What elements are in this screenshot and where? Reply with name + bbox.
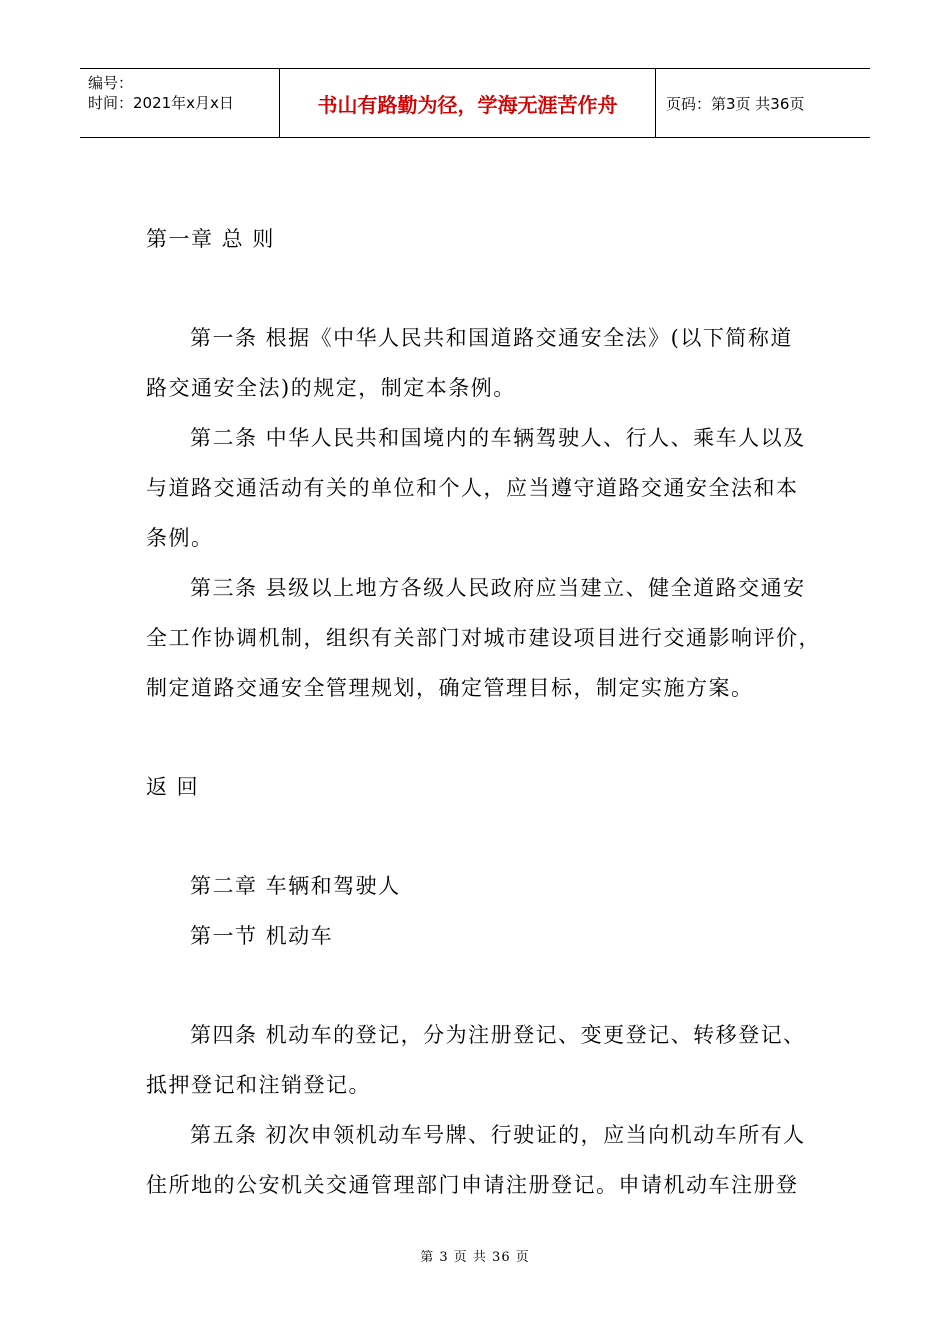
page-header: [80, 68, 870, 138]
header-motto: 书山有路勤为径，学海无涯苦作舟: [280, 69, 656, 137]
article4-line1: 第四条 机动车的登记，分为注册登记、变更登记、转移登记、: [190, 1023, 806, 1047]
header-page-info: 页码：第3页 共36页: [666, 94, 805, 113]
article3-line1: 第三条 县级以上地方各级人民政府应当建立、健全道路交通安: [190, 576, 806, 600]
chapter1-title: 第一章 总 则: [146, 227, 275, 251]
section1-title: 第一节 机动车: [190, 924, 334, 948]
back-link[interactable]: 返 回: [146, 775, 200, 799]
article4-line2: 抵押登记和注销登记。: [146, 1073, 371, 1097]
article5-line2: 住所地的公安机关交通管理部门申请注册登记。申请机动车注册登: [146, 1173, 799, 1197]
article2-line3: 条例。: [146, 526, 214, 550]
article2-line2: 与道路交通活动有关的单位和个人，应当遵守道路交通安全法和本: [146, 476, 799, 500]
article3-line2: 全工作协调机制，组织有关部门对城市建设项目进行交通影响评价，: [146, 626, 821, 650]
article1-line1: 第一条 根据《中华人民共和国道路交通安全法》(以下简称道: [190, 326, 793, 350]
chapter2-title: 第二章 车辆和驾驶人: [190, 874, 401, 898]
article1-line2: 路交通安全法)的规定，制定本条例。: [146, 376, 516, 400]
article2-line1: 第二条 中华人民共和国境内的车辆驾驶人、行人、乘车人以及: [190, 426, 806, 450]
header-meta: [80, 69, 280, 137]
number-label: 编号：: [88, 74, 134, 92]
article3-line3: 制定道路交通安全管理规划，确定管理目标，制定实施方案。: [146, 676, 754, 700]
page-footer: 第 3 页 共 36 页: [420, 1250, 530, 1265]
article5-line1: 第五条 初次申领机动车号牌、行驶证的，应当向机动车所有人: [190, 1123, 806, 1147]
time-label: 时间：2021年x月x日: [88, 94, 234, 112]
